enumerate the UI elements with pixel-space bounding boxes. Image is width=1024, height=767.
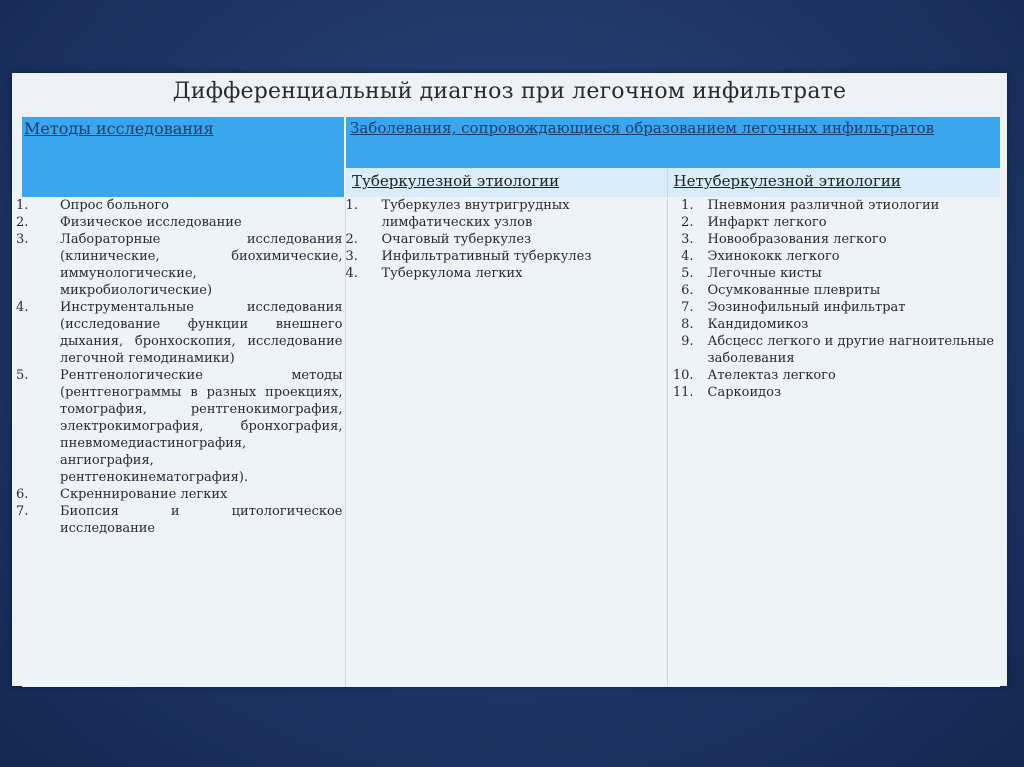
header-diseases-label: Заболевания, сопровождающиеся образованием легочных инфильтратов xyxy=(350,119,935,137)
non-tb-disease-item xyxy=(668,333,1001,367)
tb-disease-item-number: 1. xyxy=(345,198,358,213)
non-tb-disease-item xyxy=(668,248,1001,265)
non-tb-disease-item-text: Кандидомикоз xyxy=(707,317,809,332)
non-tb-disease-item xyxy=(668,265,1001,282)
page-title: Дифференциальный диагноз при легочном инфильтрате xyxy=(172,79,847,104)
non-tb-column xyxy=(667,197,1000,687)
method-item-number: 6. xyxy=(16,487,29,502)
method-item-number: 7. xyxy=(16,504,29,519)
tb-disease-item xyxy=(346,265,667,282)
method-item-text: Опрос больного xyxy=(60,198,170,213)
non-tb-disease-item xyxy=(668,197,1001,214)
method-item xyxy=(16,367,345,486)
methods-list xyxy=(16,197,345,537)
non-tb-disease-item-number: 7. xyxy=(681,300,694,315)
non-tb-disease-item-number: 1. xyxy=(681,198,694,213)
header-tb xyxy=(345,168,667,197)
methods-column xyxy=(16,197,345,687)
non-tb-disease-item-text: Легочные кисты xyxy=(707,266,822,281)
non-tb-disease-item-number: 10. xyxy=(672,368,694,383)
non-tb-list xyxy=(668,197,1001,401)
header-methods-label: Методы исследования xyxy=(24,119,214,138)
method-item-number: 5. xyxy=(16,368,29,383)
non-tb-disease-item-text: Ателектаз легкого xyxy=(707,368,836,383)
tb-disease-item-number: 2. xyxy=(345,232,358,247)
non-tb-disease-item-number: 3. xyxy=(681,232,694,247)
method-item-number: 1. xyxy=(16,198,29,213)
non-tb-disease-item-number: 4. xyxy=(681,249,694,264)
method-item-text: Скреннирование легких xyxy=(60,487,228,502)
non-tb-disease-item xyxy=(668,214,1001,231)
method-item-text: Рентгенологические методы (рентгенограммы в разных проекциях, томография, рентгенокимография, электрокимография, бронхография, пневмомедиастинография, ангиография, рентгенокинематография). xyxy=(60,368,343,485)
method-item-text: Инструментальные исследования (исследование функции внешнего дыхания, бронхоскопия, исследование легочной гемодинамики) xyxy=(60,300,343,366)
non-tb-disease-item xyxy=(668,316,1001,333)
tb-column xyxy=(345,197,667,687)
method-item-text: Физическое исследование xyxy=(60,215,242,230)
tb-disease-item xyxy=(346,248,667,265)
method-item-number: 4. xyxy=(16,300,29,315)
tb-disease-item-text: Очаговый туберкулез xyxy=(381,232,532,247)
non-tb-disease-item-text: Инфаркт легкого xyxy=(707,215,827,230)
tb-disease-item-number: 3. xyxy=(345,249,358,264)
tb-list xyxy=(346,197,667,282)
non-tb-disease-item-number: 5. xyxy=(681,266,694,281)
method-item-number: 3. xyxy=(16,232,29,247)
header-methods xyxy=(22,117,345,197)
non-tb-disease-item xyxy=(668,231,1001,248)
non-tb-disease-item-text: Эхинококк легкого xyxy=(707,249,840,264)
tb-disease-item-text: Туберкулез внутригрудных лимфатических узлов xyxy=(381,198,570,230)
non-tb-disease-item-number: 11. xyxy=(672,385,694,400)
method-item xyxy=(16,231,345,299)
non-tb-disease-item-text: Пневмония различной этиологии xyxy=(707,198,940,213)
non-tb-disease-item-text: Новообразования легкого xyxy=(707,232,887,247)
diagnosis-table xyxy=(16,117,1000,687)
tb-disease-item xyxy=(346,197,667,231)
method-item xyxy=(16,486,345,503)
method-item xyxy=(16,214,345,231)
tb-disease-item xyxy=(346,231,667,248)
method-item-number: 2. xyxy=(16,215,29,230)
non-tb-disease-item-number: 6. xyxy=(681,283,694,298)
non-tb-disease-item-text: Эозинофильный инфильтрат xyxy=(707,300,906,315)
non-tb-disease-item-number: 8. xyxy=(681,317,694,332)
tb-disease-item-text: Туберкулома легких xyxy=(381,266,523,281)
method-item xyxy=(16,299,345,367)
method-item xyxy=(16,197,345,214)
non-tb-disease-item-text: Абсцесс легкого и другие нагноительные заболевания xyxy=(707,334,995,366)
non-tb-disease-item xyxy=(668,282,1001,299)
header-diseases xyxy=(345,117,1000,168)
non-tb-disease-item-number: 2. xyxy=(681,215,694,230)
slide xyxy=(12,73,1007,686)
non-tb-disease-item xyxy=(668,367,1001,384)
non-tb-disease-item-text: Осумкованные плевриты xyxy=(707,283,881,298)
header-non-tb-label: Нетуберкулезной этиологии xyxy=(673,172,901,191)
method-item xyxy=(16,503,345,537)
tb-disease-item-text: Инфильтративный туберкулез xyxy=(381,249,592,264)
non-tb-disease-item xyxy=(668,299,1001,316)
non-tb-disease-item-text: Саркоидоз xyxy=(707,385,782,400)
non-tb-disease-item-number: 9. xyxy=(681,334,694,349)
method-item-text: Биопсия и цитологическое исследование xyxy=(60,504,343,536)
non-tb-disease-item xyxy=(668,384,1001,401)
method-item-text: Лабораторные исследования (клинические, биохимические, иммунологические, микробиологические) xyxy=(60,232,343,298)
header-non-tb xyxy=(667,168,1000,197)
tb-disease-item-number: 4. xyxy=(345,266,358,281)
header-tb-label: Туберкулезной этиологии xyxy=(352,172,560,191)
